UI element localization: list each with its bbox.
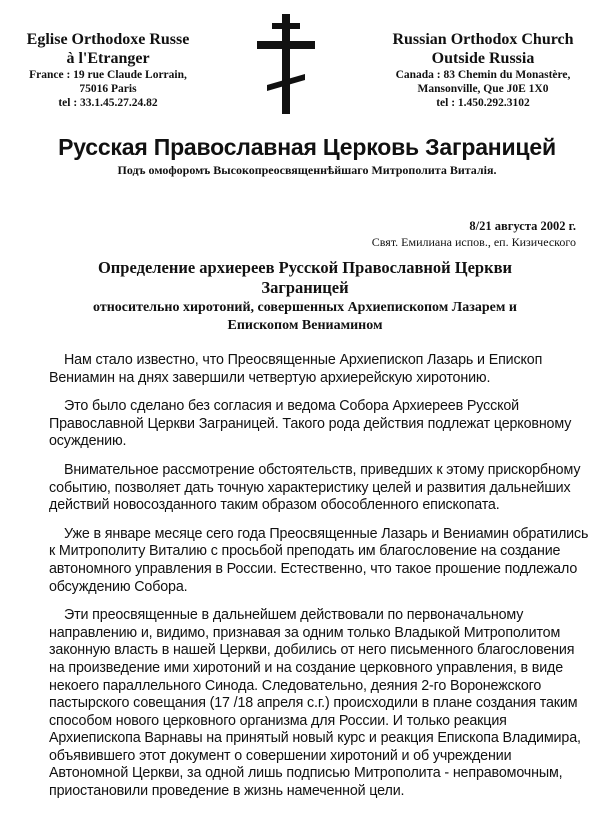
header-right-org xyxy=(358,30,608,110)
paragraph: Внимательное рассмотрение обстоятельств, приведших к этому прискорбному событию, позволяет дать точную характеристику целей и развития дальнейших действий новосозданного таким образом обособленного епископата. xyxy=(49,461,581,514)
address-fr: France : 19 rue Claude Lorrain, xyxy=(29,69,187,81)
document-subtitle-line1: относительно хиротоний, совершенных Архиепископом Лазарем и xyxy=(93,300,517,315)
church-subtitle: Подъ омофоромъ Высокопреосвященнѣйшаго Митрополита Виталія. xyxy=(117,163,497,177)
phone-fr: tel : 33.1.45.27.24.82 xyxy=(58,97,158,109)
document-title-line1: Определение архиереев Русской Православной Церкви xyxy=(97,258,513,277)
header-left-org xyxy=(8,30,208,110)
document-subtitle-line2: Епископом Вениамином xyxy=(227,318,383,333)
document-title-line2: Заграницей xyxy=(261,278,349,297)
paragraph: Уже в январе месяце сего года Преосвященные Лазарь и Вениамин обратились к Митрополиту Виталию с просьбой преподать им благословение на создание автономного управления в России. Естественно, что такое прошение подлежало обсуждению Собора. xyxy=(49,525,589,595)
date-line: 8/21 августа 2002 г. xyxy=(469,219,576,233)
saint-day-line: Свят. Емилиана испов., еп. Кизического xyxy=(371,235,576,249)
orthodox-cross-icon xyxy=(257,14,315,114)
church-title: Русская Православная Церковь Заграницей xyxy=(58,134,556,160)
org-name-fr: Eglise Orthodoxe Russe xyxy=(26,31,190,48)
paragraph: Эти преосвященные в дальнейшем действовали по первоначальному направлению и, видимо, признавая за одним только Владыкой Митрополитом законную власть в нашей Церкви, добились от него письменного благословения на произведение ими хиротоний и на создание церковного управления, в виде некоего параллельного Синода. Следовательно, деяния 2-го Воронежского пастырского совещания (17 /18 апреля с.г.) происходили в плане создания таким способом нового церковного организма для России. И только реакция Архиепископа Варнавы на принятый новый курс и реакция Епископа Владимира, объявившего этот документ о совершении хиротоний и об учреждении Автономной Церкви, за одной лишь подписью Митрополита - неправомочным, приостановили проведение в жизнь намеченной цели. xyxy=(49,607,581,800)
org-name-fr-2: à l'Etranger xyxy=(66,50,150,67)
phone-ca: tel : 1.450.292.3102 xyxy=(436,97,530,109)
address-fr-2: 75016 Paris xyxy=(79,83,137,95)
address-ca-2: Mansonville, Que J0E 1X0 xyxy=(417,83,549,95)
document-title xyxy=(60,258,550,298)
paragraph: Нам стало известно, что Преосвященные Архиепископ Лазарь и Епископ Вениамин на днях завершили четвертую архиерейскую хиротонию. xyxy=(49,352,543,386)
document-date xyxy=(372,218,576,250)
org-name-en: Russian Orthodox Church xyxy=(392,31,574,48)
document-subtitle xyxy=(60,299,550,335)
document-body xyxy=(49,352,589,812)
paragraph: Это было сделано без согласия и ведома Собора Архиереев Русской Православной Церкви Заграницей. Такого рода действия подлежат церковному осуждению. xyxy=(49,398,572,450)
address-ca: Canada : 83 Chemin du Monastère, xyxy=(395,69,571,81)
org-name-en-2: Outside Russia xyxy=(431,50,535,67)
